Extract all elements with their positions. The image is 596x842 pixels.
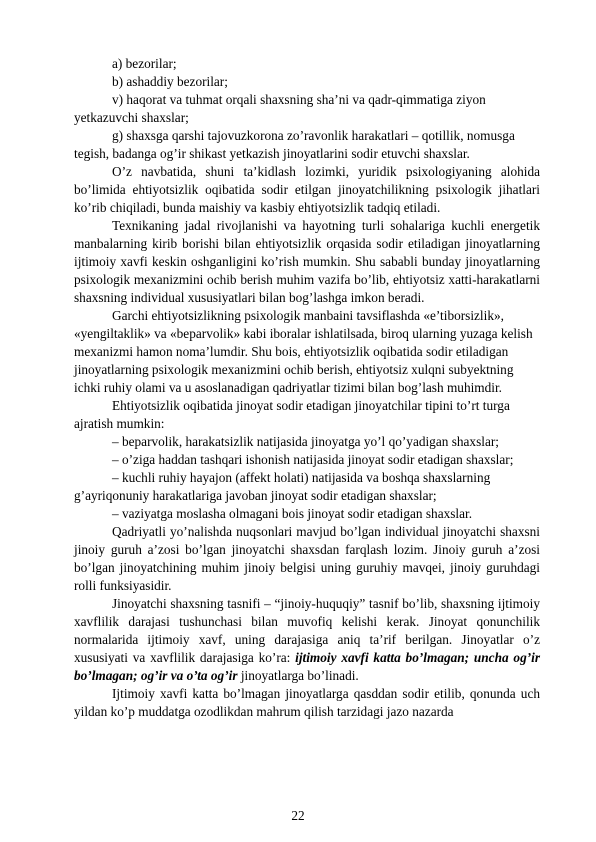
paragraph-6-text: Jinoyatchi shaxsning tasnifi – “jinoiy-huquqiy” tasnif bo’lib, shaxsning ijtimoiy xavflilik darajasi tushunchasi bilan muvofiq kelishi kerak. Jinoyat qonunchilik normalarida ijtimoiy xavf, uning darajasiga aniq ta’rif berilgan. Jinoyatlar o’z xususiyati va xavflilik darajasiga ko’ra: bbox=[74, 596, 540, 665]
paragraph-4: Ehtiyotsizlik oqibatida jinoyat sodir etadigan jinoyatchilar tipini to’rt turga ajratish mumkin: bbox=[74, 398, 510, 431]
dash-item-3: – kuchli ruhiy hayajon (affekt holati) natijasida va boshqa shaxslarning g’ayriqonuniy harakatlariga javoban jinoyat sodir etadigan shaxslar; bbox=[74, 470, 491, 503]
list-item-g: g) shaxsga qarshi tajovuzkorona zo’ravonlik harakatlari – qotillik, nomusga tegish, badanga og’ir shikast yetkazish jinoyatlarini sodir etuvchi shaxslar. bbox=[74, 128, 515, 161]
page-number: 22 bbox=[291, 808, 305, 823]
dash-item-2: – o’ziga haddan tashqari ishonish natijasida jinoyat sodir etadigan shaxslar; bbox=[112, 452, 514, 467]
paragraph-7: Ijtimoiy xavfi katta bo’lmagan jinoyatlarga qasddan sodir etilib, qonunda uch yildan ko’p muddatga ozodlikdan mahrum qilish tarzidagi jazo nazarda bbox=[74, 686, 540, 719]
paragraph-5: Qadriyatli yo’nalishda nuqsonlari mavjud bo’lgan individual jinoyatchi shaxsni jinoiy guruh a’zosi bo’lgan jinoyatchi shaxsdan farqlash lozim. Jinoiy guruh a’zosi bo’lgan jinoyatchining muhim jinoiy belgisi uning guruhiy mavqei, jinoiy guruhdagi rolli funksiyasidir. bbox=[74, 524, 540, 593]
paragraph-3: Garchi ehtiyotsizlikning psixologik manbaini tavsiflashda «e’tiborsizlik», «yengiltaklik» va «beparvolik» kabi iboralar ishlatilsada, biroq ularning yuzaga kelish mexanizmi hamon noma’lumdir. Shu bois, ehtiyotsizlik oqibatida sodir etiladigan jinoyatlarning psixologik mexanizmini ochib berish, ehtiyotsiz xulqni subyektning ichki ruhiy olami va u asoslanadigan qadriyatlar tizimi bilan bog’lash muhimdir. bbox=[74, 308, 533, 395]
dash-item-1: – beparvolik, harakatsizlik natijasida jinoyatga yo’l qo’yadigan shaxslar; bbox=[112, 434, 499, 449]
list-item-v: v) haqorat va tuhmat orqali shaxsning sha’ni va qadr-qimmatiga ziyon yetkazuvchi shaxslar; bbox=[74, 92, 486, 125]
dash-item-4: – vaziyatga moslasha olmagani bois jinoyat sodir etadigan shaxslar. bbox=[112, 506, 473, 521]
paragraph-6-emphasis: ijtimoiy xavfi katta bo’lmagan; uncha og’ir bo’lmagan; og’ir va o’ta og’ir bbox=[74, 650, 541, 683]
page-body bbox=[74, 55, 541, 721]
list-item-b: b) ashaddiy bezorilar; bbox=[112, 74, 228, 89]
paragraph-2: Texnikaning jadal rivojlanishi va hayotning turli sohalariga kuchli energetik manbalarning kirib borishi bilan ehtiyotsizlik orqasida sodir etiladigan jinoyatlarning ijtimoiy xavfi keskin oshganligini ko’rish mumkin. Shu sababli bunday jinoyatlarning psixologik mexanizmini ochib berish muhim vazifa bo’lib, ehtiyotsiz xatti-harakatlarni shaxsning individual xususiyatlari bilan bog’lashga imkon beradi. bbox=[74, 218, 540, 305]
list-item-a: a) bezorilar; bbox=[112, 56, 177, 71]
paragraph-6-end: jinoyatlarga bo’linadi. bbox=[237, 668, 359, 683]
paragraph-6 bbox=[74, 595, 540, 685]
paragraph-1: O’z navbatida, shuni ta’kidlash lozimki, yuridik psixologiyaning alohida bo’limida ehtiyotsizlik oqibatida sodir etilgan jinoyatchilikning psixologik jihatlari ko’rib chiqiladi, bunda maishiy va kasbiy ehtiyotsizlik tadqiq etiladi. bbox=[74, 164, 540, 215]
